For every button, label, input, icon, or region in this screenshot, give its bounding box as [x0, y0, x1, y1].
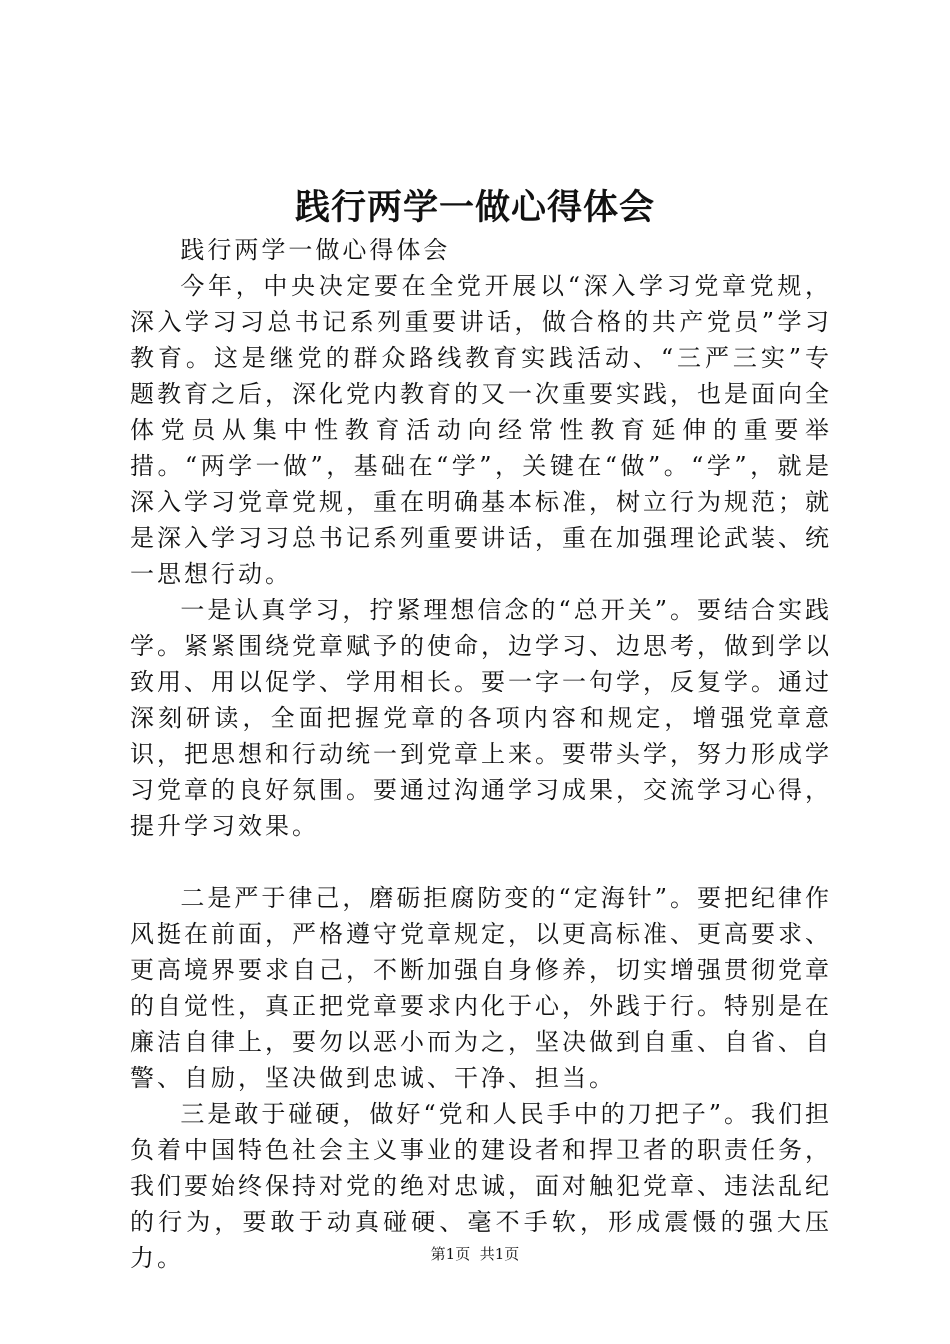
paragraph-point-one: 一是认真学习，拧紧理想信念的“总开关”。要结合实践学。紧紧围绕党章赋予的使命，边学习、边思考，做到学以致用、用以促学、学用相长。要一字一句学，反复学。通过深刻研读，全面把握党章的各项内容和规定，增强党章意识，把思想和行动统一到党章上来。要带头学，努力形成学习党章的良好氛围。要通过沟通学习成果，交流学习心得，提升学习效果。 — [130, 596, 832, 840]
document-body — [130, 232, 832, 1276]
paragraph-intro: 今年，中央决定要在全党开展以“深入学习党章党规，深入学习习总书记系列重要讲话，做合格的共产党员”学习教育。这是继党的群众路线教育实践活动、“三严三实”专题教育之后，深化党内教育的又一次重要实践，也是面向全体党员从集中性教育活动向经常性教育延伸的重要举措。“两学一做”，基础在“学”，关键在“做”。“学”，就是深入学习党章党规，重在明确基本标准，树立行为规范；就是深入学习习总书记系列重要讲话，重在加强理论武装、统一思想行动。 — [130, 272, 832, 588]
paragraph-point-two: 二是严于律己，磨砺拒腐防变的“定海针”。要把纪律作风挺在前面，严格遵守党章规定，以更高标准、更高要求、更高境界要求自己，不断加强自身修养，切实增强贯彻党章的自觉性，真正把党章要求内化于心，外践于行。特别是在廉洁自律上，要勿以恶小而为之，坚决做到自重、自省、自警、自励，坚决做到忠诚、干净、担当。 — [130, 884, 832, 1092]
page-count: 共1页 — [479, 1245, 520, 1263]
paragraph-subtitle: 践行两学一做心得体会 — [180, 236, 451, 264]
document-title: 践行两学一做心得体会 — [294, 187, 655, 228]
page-number: 第1页 — [430, 1245, 471, 1263]
page-footer — [0, 1244, 950, 1264]
paragraph-point-three: 三是敢于碰硬，做好“党和人民手中的刀把子”。我们担负着中国特色社会主义事业的建设者和捍卫者的职责任务，我们要始终保持对党的绝对忠诚，面对触犯党章、违法乱纪的行为，要敢于动真碰硬、毫不手软，形成震慑的强大压力。 — [130, 1100, 832, 1272]
